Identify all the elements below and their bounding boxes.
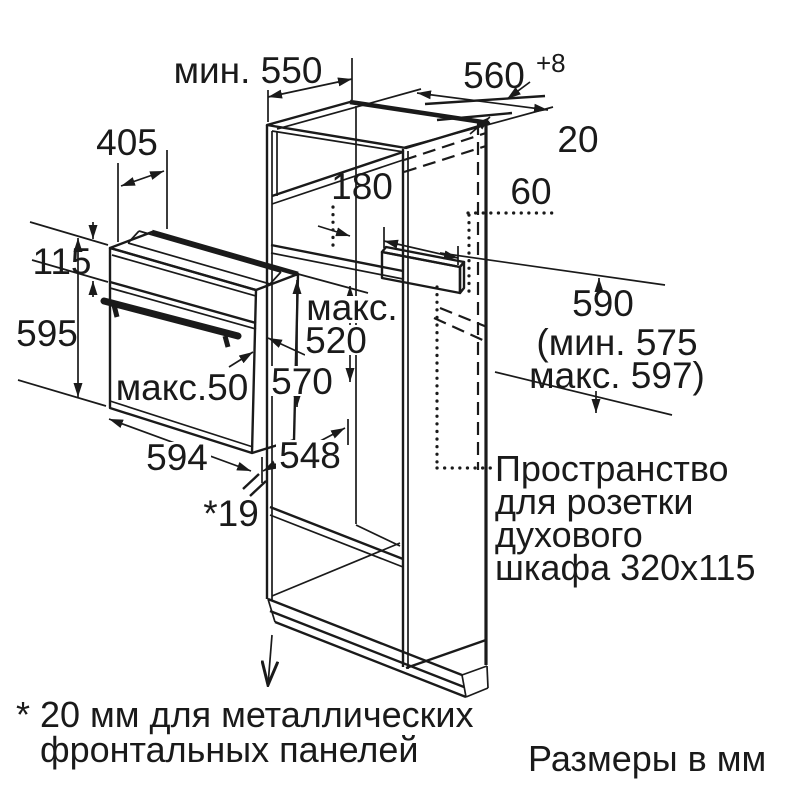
footnote-line2: фронтальных панелей [40, 729, 419, 770]
socket-space-hatch [382, 227, 464, 293]
control-panel-bottom-line [110, 282, 256, 323]
dim-oven-depth-label: 548 [279, 435, 341, 476]
hidden-edges [404, 122, 487, 470]
dim-520-leader-arrow [268, 338, 305, 355]
cabinet-top-face [267, 102, 489, 148]
cabinet-top-front-inner-edge [272, 131, 404, 152]
dim-front-gap-label: *19 [203, 493, 259, 534]
oven-front-face [110, 248, 256, 453]
dim-max-depth-label: 520 [305, 320, 367, 361]
dim-180-arrow [318, 226, 350, 236]
dim-19-tick-left [243, 474, 259, 489]
dim-socket-offset-label: 60 [510, 171, 552, 212]
plinth-front-bottom-edge [275, 622, 466, 697]
socket-hidden-edge-upper [440, 308, 487, 327]
oven-top-back-edge [152, 232, 298, 274]
dim-oven-height-label: 595 [16, 313, 78, 354]
bottom-compartment-floor-depth-edge [272, 543, 400, 596]
dim-niche-height-min-label: (мин. 575 [536, 322, 698, 363]
dim-max-label: макс. [306, 287, 398, 328]
socket-area-side-face [460, 262, 464, 293]
dim-body-depth-label: 570 [271, 361, 333, 402]
cabinet-top-back-edge [350, 102, 489, 123]
dim-niche-depth-label: мин. 550 [173, 50, 323, 91]
shelf-hidden-edge-lower [404, 146, 486, 172]
dim-niche-height-label: 590 [572, 283, 634, 324]
plinth-front-top-edge [270, 611, 464, 687]
footnote-line1: * 20 мм для металлических [16, 694, 474, 735]
socket-note-line2: для розетки [495, 481, 694, 522]
socket-note-line1: Пространство [495, 448, 729, 489]
dim-top-depth-label: 405 [96, 122, 158, 163]
niche-floor-front-edge [270, 507, 403, 559]
dim-oven-width-label: 594 [146, 437, 208, 478]
dim-595-ext-bottom [18, 380, 106, 406]
oven-handle-post-left [114, 305, 117, 317]
dim-upper-compartment-label: 180 [331, 166, 393, 207]
plinth-right-side-top-edge [462, 666, 487, 675]
plinth-right-back-edge [487, 666, 488, 688]
footnote-leader-arrow [268, 635, 272, 685]
dim-niche-width-tolerance: +8 [536, 48, 566, 78]
dim-rear-gap-label: 20 [557, 119, 599, 160]
dim-405-arrow [121, 171, 164, 186]
dim-panel-height-label: 115 [32, 241, 92, 282]
dim-50-leader-arrow [229, 352, 253, 367]
niche-floor-bottom-edge [270, 515, 403, 567]
units-note: Размеры в мм [528, 738, 767, 779]
dim-590-ext-upper [440, 253, 665, 285]
dim-niche-width-label: 560 [463, 55, 525, 96]
socket-note-line3: духового [495, 514, 643, 555]
oven-handle-post-right [225, 336, 228, 347]
dim-niche-height-max-label: макс. 597) [529, 355, 705, 396]
cabinet-bottom-front-edge [268, 599, 462, 675]
socket-note-line4: шкафа 320x115 [495, 547, 756, 588]
dim-handle-max-label: макс.50 [115, 367, 249, 408]
side-panel-bottom-edge [406, 640, 486, 668]
